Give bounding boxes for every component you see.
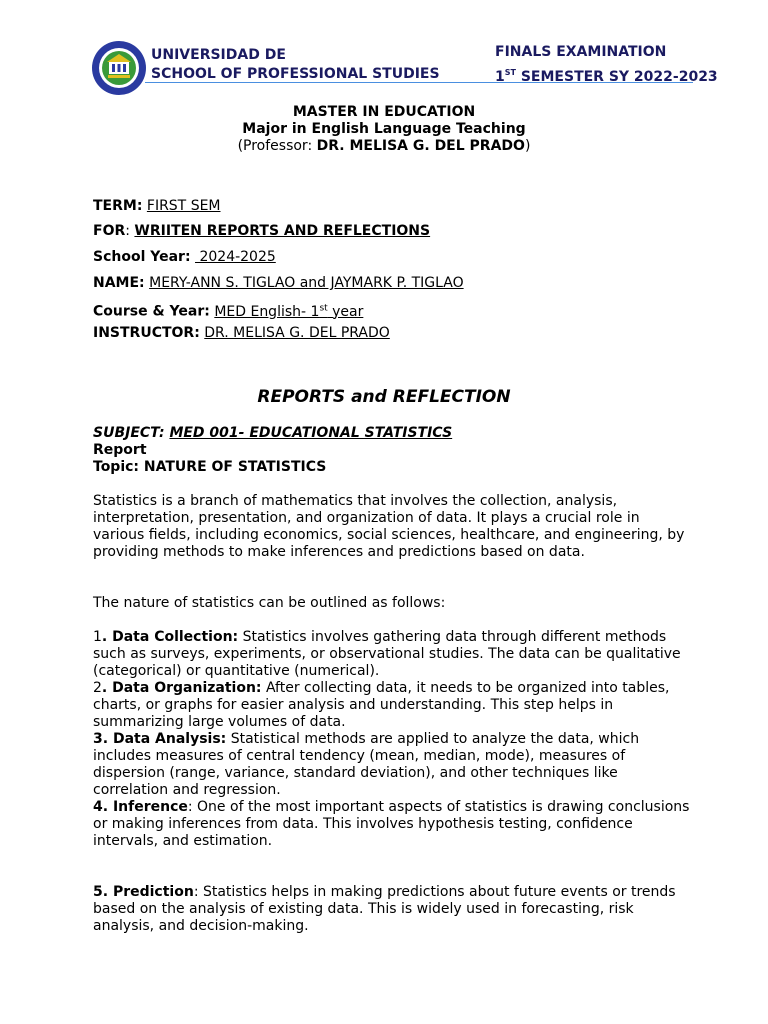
- instructor-row: INSTRUCTOR: DR. MELISA G. DEL PRADO: [93, 325, 390, 341]
- report-label: Report: [93, 442, 147, 458]
- name-row: NAME: MERY-ANN S. TIGLAO and JAYMARK P. TIGLAO: [93, 275, 464, 291]
- exam-title: FINALS EXAMINATION: [495, 44, 667, 60]
- document-title: REPORTS and REFLECTION: [257, 387, 511, 407]
- list-item: 3. Data Analysis: Statistical methods are applied to analyze the data, which includes measures of central tendency (mean, median, mode), measures of dispersion (range, variance, standard deviation), and other techniques like correlation and regression.: [93, 731, 640, 798]
- topic-label: Topic: NATURE OF STATISTICS: [93, 459, 327, 475]
- university-seal-icon: [91, 40, 147, 96]
- list-item: 5. Prediction: Statistics helps in making predictions about future events or trends based on the analysis of existing data. This is widely used in forecasting, risk analysis, and decision-making.: [93, 884, 676, 934]
- list-item: 4. Inference: One of the most important aspects of statistics is drawing conclusions or making inferences from data. This involves hypothesis testing, confidence intervals, and estimation.: [93, 799, 690, 849]
- professor-line: (Professor: DR. MELISA G. DEL PRADO): [237, 138, 531, 154]
- course-year-row: Course & Year: MED English- 1st year: [93, 303, 364, 320]
- degree-title: MASTER IN EDUCATION: [292, 104, 476, 120]
- points-list: [93, 629, 693, 850]
- school-name: SCHOOL OF PROFESSIONAL STUDIES: [151, 66, 440, 82]
- header-divider: [145, 82, 693, 83]
- intro-paragraph: Statistics is a branch of mathematics that involves the collection, analysis, interpretation, presentation, and organization of data. It plays a crucial role in various fields, including economics, social sciences, healthcare, and engineering, by providing methods to make inferences and predictions based on data.: [93, 493, 685, 560]
- school-year-row: School Year: 2024-2025: [93, 249, 276, 265]
- prediction-item: [93, 884, 693, 935]
- subject-line: SUBJECT: MED 001- EDUCATIONAL STATISTICS: [93, 425, 453, 441]
- outline-intro: The nature of statistics can be outlined as follows:: [93, 595, 446, 611]
- semester-line: 1ST SEMESTER SY 2022-2023: [495, 68, 718, 85]
- term-row: TERM: FIRST SEM: [93, 198, 221, 214]
- list-item: 1. Data Collection: Statistics involves gathering data through different methods such as surveys, experiments, or observational studies. The data can be qualitative (categorical) or quantitative (numerical).: [93, 629, 681, 679]
- university-name: UNIVERSIDAD DE: [151, 47, 286, 63]
- for-row: FOR: WRIITEN REPORTS AND REFLECTIONS: [93, 223, 431, 239]
- list-item: 2. Data Organization: After collecting data, it needs to be organized into tables, charts, or graphs for easier analysis and understanding. This step helps in summarizing large volumes of data.: [93, 680, 670, 730]
- major-title: Major in English Language Teaching: [242, 121, 526, 137]
